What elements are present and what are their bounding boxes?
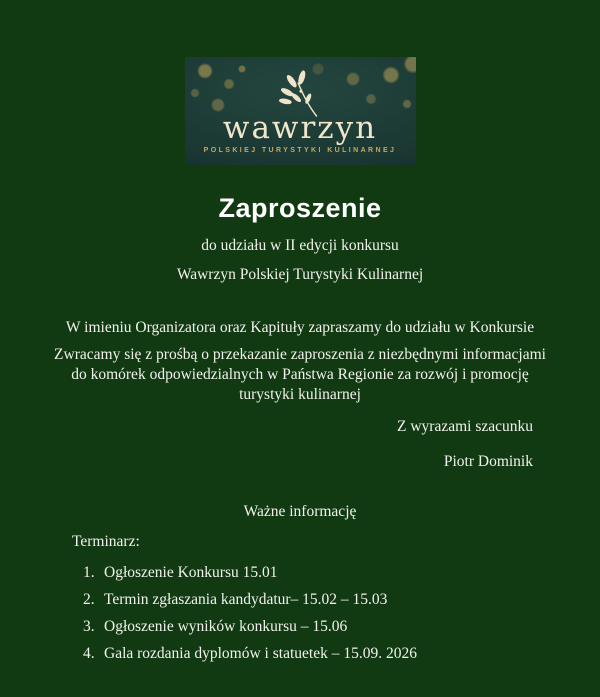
item-text: Gala rozdania dyplomów i statuetek – 15.09. 2026 xyxy=(104,645,417,663)
invitation-title: Zaproszenie xyxy=(218,193,382,223)
important-heading: Ważne informację xyxy=(243,503,357,521)
schedule-item xyxy=(0,640,600,667)
item-text: Ogłoszenie wyników konkursu – 15.06 xyxy=(104,618,348,636)
logo-banner xyxy=(185,57,416,165)
item-number: 2. xyxy=(83,591,95,609)
schedule-item xyxy=(0,559,600,586)
brand-tagline: POLSKIEJ TURYSTYKI KULINARNEJ xyxy=(203,147,397,154)
invitation-page xyxy=(0,57,600,697)
schedule-item xyxy=(0,613,600,640)
request-line-1: Zwracamy się z prośbą o przekazanie zaproszenia z niezbędnymi informacjami xyxy=(54,346,546,364)
subtitle-line-1: do udziału w II edycji konkursu xyxy=(201,237,399,255)
item-text: Ogłoszenie Konkursu 15.01 xyxy=(104,564,278,582)
schedule-list xyxy=(0,559,600,667)
signoff-text: Z wyrazami szacunku xyxy=(397,418,533,436)
request-line-2: do komórek odpowiedzialnych w Państwa Regionie za rozwój i promocję xyxy=(71,366,529,384)
item-number: 4. xyxy=(83,645,95,663)
item-number: 1. xyxy=(83,564,95,582)
schedule-item xyxy=(0,586,600,613)
subtitle-line-2: Wawrzyn Polskiej Turystyki Kulinarnej xyxy=(176,266,424,284)
item-text: Termin zgłaszania kandydatur– 15.02 – 15.03 xyxy=(104,591,388,609)
request-paragraph xyxy=(0,345,600,405)
brand-wordmark: wawrzyn xyxy=(222,110,378,146)
request-line-3: turystyki kulinarnej xyxy=(239,386,361,404)
intro-paragraph: W imieniu Organizatora oraz Kapituły zapraszamy do udziału w Konkursie xyxy=(65,319,535,337)
schedule-heading: Terminarz: xyxy=(72,533,140,551)
signature-name: Piotr Dominik xyxy=(443,453,533,471)
item-number: 3. xyxy=(83,618,95,636)
